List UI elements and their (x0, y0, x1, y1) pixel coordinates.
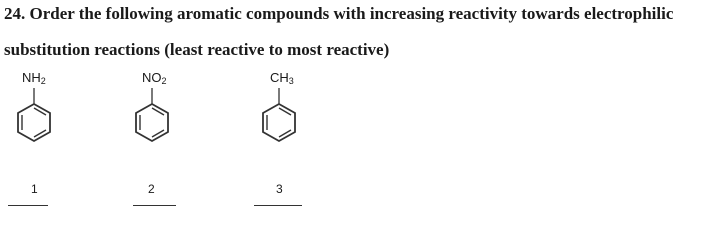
question-text-line-1: 24. Order the following aromatic compounds with increasing reactivity towards electrophilic (4, 4, 674, 23)
benzene-ring-icon (256, 70, 316, 160)
answer-blank-3[interactable] (254, 205, 302, 206)
compound-number-2: 2 (148, 182, 155, 196)
answer-blank-1[interactable] (8, 205, 48, 206)
substituent-label: $CH_3$ (270, 70, 294, 86)
question-text-line-2: substitution reactions (least reactive to most reactive) (4, 40, 390, 59)
benzene-ring-icon (128, 70, 188, 160)
answer-blank-2[interactable] (133, 205, 176, 206)
compound-2 (128, 70, 208, 160)
compound-number-3: 3 (276, 182, 283, 196)
substituent-label: $NH_2$ (22, 70, 46, 86)
compound-3 (256, 70, 336, 160)
substituent-label: $NO_2$ (142, 70, 167, 86)
compound-1 (12, 70, 92, 160)
benzene-ring-icon (12, 70, 72, 160)
compound-number-1: 1 (31, 182, 38, 196)
